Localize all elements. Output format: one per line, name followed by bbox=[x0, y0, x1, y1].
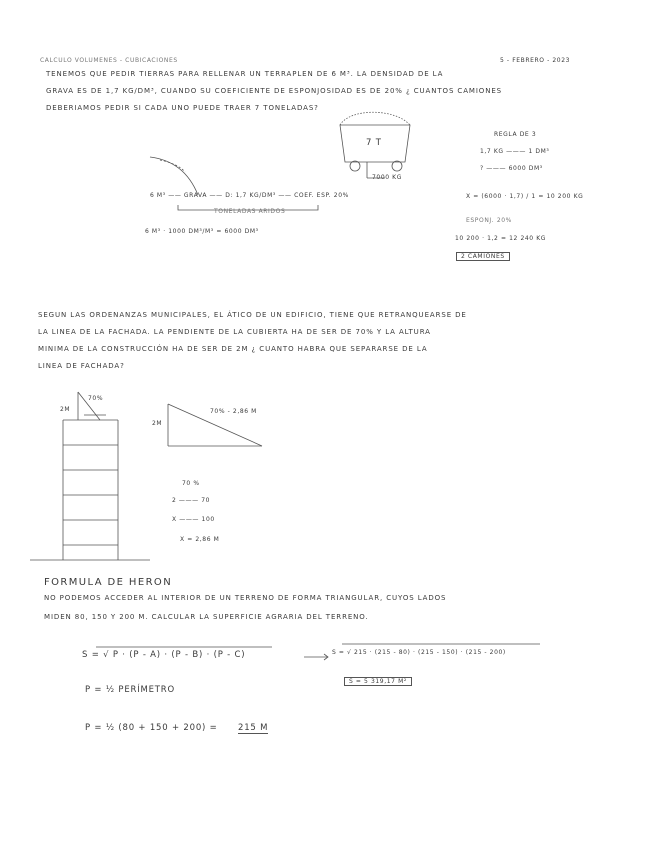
perimeter-definition: P = ½ PERÍMETRO bbox=[85, 685, 175, 695]
rule2-result: X = 2,86 M bbox=[180, 536, 220, 543]
truck-note: 7000 KG bbox=[372, 174, 402, 181]
problem2-line-2: LA LINEA DE LA FACHADA. LA PENDIENTE DE LA CUBIERTA HA DE SER DE 70% Y LA ALTURA bbox=[38, 328, 431, 336]
heron-substitution: S = √ 215 · (215 - 80) · (215 - 150) · (215 - 200) bbox=[332, 649, 506, 656]
rule-row-2: ? ——— 6000 DM³ bbox=[480, 165, 543, 172]
answer-trucks: 2 CAMIONES bbox=[456, 252, 510, 261]
sketch-height-label: 2M bbox=[60, 406, 71, 413]
chain-calc: 6 M³ —— GRAVA —— D: 1,7 KG/DM³ —— COEF. ESP. 20% bbox=[150, 192, 349, 199]
page-header-title: CALCULO VOLUMENES - CUBICACIONES bbox=[40, 57, 178, 64]
page-date: 5 - FEBRERO - 2023 bbox=[500, 57, 571, 64]
problem2-line-3: MINIMA DE LA CONSTRUCCIÓN HA DE SER DE 2M ¿ CUANTO HABRA QUE SEPARARSE DE LA bbox=[38, 345, 428, 353]
triangle-label: 70% - 2,86 M bbox=[210, 408, 257, 415]
problem2-line-4: LINEA DE FACHADA? bbox=[38, 362, 125, 370]
heron-result: S = 5 319,17 M² bbox=[344, 677, 412, 686]
triangle-height: 2M bbox=[152, 420, 163, 427]
problem3-line-1: NO PODEMOS ACCEDER AL INTERIOR DE UN TERRENO DE FORMA TRIANGULAR, CUYOS LADOS bbox=[44, 594, 447, 602]
heron-title: FORMULA DE HERON bbox=[44, 577, 173, 588]
rule-row-1: 1,7 KG ——— 1 DM³ bbox=[480, 148, 550, 155]
problem2-line-1: SEGUN LAS ORDENANZAS MUNICIPALES, EL ÁTICO DE UN EDIFICIO, TIENE QUE RETRANQUEARSE DE bbox=[38, 311, 467, 319]
rule-calc: X = (6000 · 1,7) / 1 = 10 200 KG bbox=[466, 193, 584, 200]
rule2-row-3: X ——— 100 bbox=[172, 516, 215, 523]
chain-label: TONELADAS ARIDOS bbox=[214, 208, 286, 215]
embankment-sketch bbox=[150, 157, 198, 195]
volume-conversion: 6 M³ · 1000 DM³/M³ = 6000 DM³ bbox=[145, 228, 259, 235]
problem3-line-2: MIDEN 80, 150 Y 200 M. CALCULAR LA SUPERFICIE AGRARIA DEL TERRENO. bbox=[44, 613, 369, 621]
problem1-line-3: DEBERIAMOS PEDIR SI CADA UNO PUEDE TRAER 7 TONELADAS? bbox=[46, 104, 319, 112]
building-sketch bbox=[30, 392, 150, 560]
result-kg: 10 200 · 1,2 = 12 240 KG bbox=[455, 235, 546, 242]
problem1-line-2: GRAVA ES DE 1,7 KG/DM³, CUANDO SU COEFICIENTE DE ESPONJOSIDAD ES DE 20% ¿ CUANTOS CAMIONES bbox=[46, 87, 503, 95]
problem1-line-1: TENEMOS QUE PEDIR TIERRAS PARA RELLENAR UN TERRAPLEN DE 6 M³. LA DENSIDAD DE LA bbox=[46, 70, 444, 78]
heron-formula: S = √ P · (P - A) · (P - B) · (P - C) bbox=[82, 650, 246, 660]
perimeter-calc: P = ½ (80 + 150 + 200) = bbox=[85, 723, 218, 733]
truck-label: 7 T bbox=[366, 138, 382, 148]
rule2-row-2: 2 ——— 70 bbox=[172, 497, 211, 504]
rule2-row-1: 70 % bbox=[182, 480, 200, 487]
sketch-pct-label: 70% bbox=[88, 395, 104, 402]
perimeter-value: 215 M bbox=[238, 723, 269, 733]
esponjosidad: ESPONJ. 20% bbox=[466, 217, 512, 224]
rule-of-three-title: REGLA DE 3 bbox=[494, 131, 537, 138]
